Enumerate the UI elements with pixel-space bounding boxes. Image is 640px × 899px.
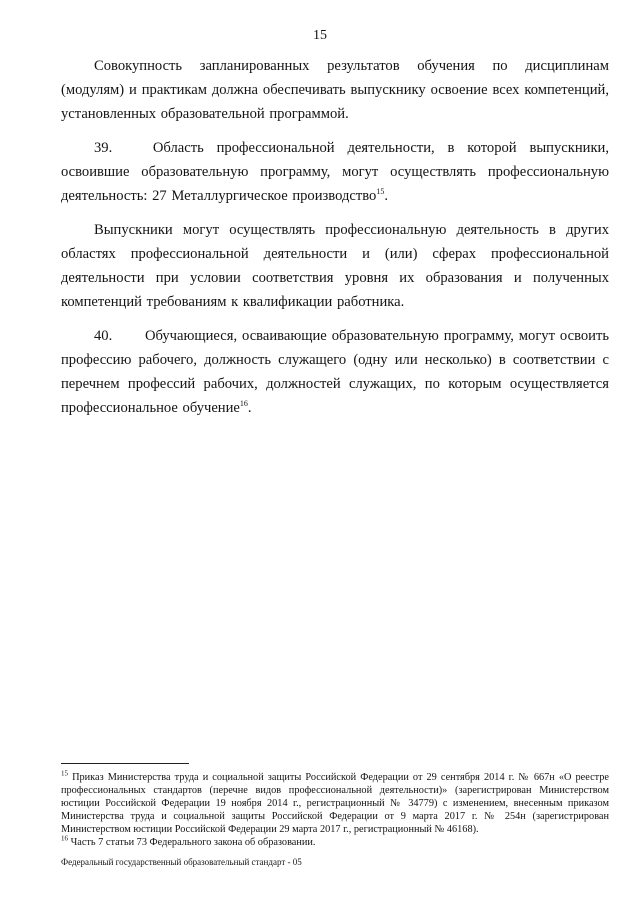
paragraph-number: 39. [94, 140, 113, 156]
paragraph-end-punctuation: . [384, 188, 388, 204]
page-footer: Федеральный государственный образовательный стандарт - 05 [61, 857, 302, 867]
footnote-15 [61, 771, 609, 836]
footnotes [61, 771, 609, 849]
paragraph-39 [61, 136, 609, 208]
document-body [61, 54, 609, 430]
footnote-text: Приказ Министерства труда и социальной защиты Российской Федерации от 29 сентября 2014 г. № 667н «О реестре профессиональных стандартов (перечне видов профессиональной деятельности)» (зарегистрирован Министерством юстиции Российской Федерации 19 ноября 2014 г., регистрационный № 34779) с изменением, внесенным приказом Министерства труда и социальной защиты Российской Федерации от 9 марта 2017 г. № 254н (зарегистрирован Министерством юстиции Российской Федерации 29 марта 2017 г., регистрационный № 46168). [61, 772, 609, 835]
paragraph-text: Выпускники могут осуществлять профессиональную деятельность в других областях профессиональной деятельности и (или) сферах профессиональной деятельности при условии соответствия уровня их образования и полученных компетенций требованиям к квалификации работника. [61, 222, 609, 310]
paragraph-other-areas [61, 218, 609, 314]
paragraph-number: 40. [94, 328, 113, 344]
footnote-separator [61, 763, 189, 764]
paragraph-text: Совокупность запланированных результатов обучения по дисциплинам (модулям) и практикам должна обеспечивать выпускнику освоение всех компетенций, установленных образовательной программой. [61, 58, 609, 122]
paragraph-text: Область профессиональной деятельности, в которой выпускники, освоившие образовательную программу, могут осуществлять профессиональную деятельность: 27 Металлургическое производство [61, 140, 609, 204]
paragraph-40 [61, 324, 609, 420]
footnote-16 [61, 836, 609, 849]
footnote-reference[interactable]: 16 [239, 399, 248, 409]
paragraph-text: Обучающиеся, осваивающие образовательную программу, могут освоить профессию рабочего, должность служащего (одну или несколько) в соответствии с перечнем профессий рабочих, должностей служащих, по которым осуществляется профессиональное обучение [61, 328, 609, 416]
footnote-number: 16 [61, 834, 68, 843]
paragraph-competencies [61, 54, 609, 126]
footnote-number: 15 [61, 769, 68, 778]
page-number: 15 [313, 28, 327, 43]
footnote-text: Часть 7 статьи 73 Федерального закона об образовании. [68, 837, 316, 848]
footnote-reference[interactable]: 15 [376, 187, 385, 197]
paragraph-end-punctuation: . [247, 400, 252, 416]
